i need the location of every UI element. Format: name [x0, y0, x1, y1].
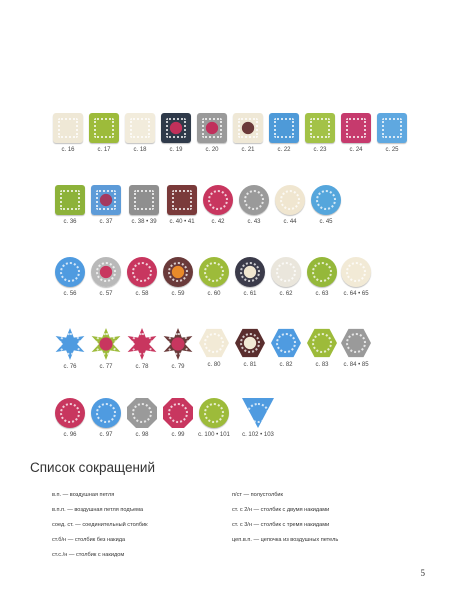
- round-motif-icon: [311, 185, 341, 215]
- lace-pattern-decoration: [95, 333, 117, 355]
- round-motif-icon: [91, 398, 121, 428]
- motif-item: [122, 113, 158, 153]
- motif-item: [160, 398, 196, 438]
- hexagon-motif-icon: [199, 328, 229, 358]
- motif-item: [194, 113, 230, 153]
- square-motif-icon: [167, 185, 197, 215]
- motif-caption: с. 18: [133, 147, 147, 153]
- round-motif-icon: [127, 257, 157, 287]
- lace-pattern-decoration: [134, 190, 154, 210]
- motif-caption: с. 21: [241, 147, 255, 153]
- square-motif-icon: [91, 185, 121, 215]
- motif-caption: с. 45: [319, 219, 333, 225]
- motif-caption: с. 42: [211, 219, 225, 225]
- motif-item: [304, 257, 340, 297]
- lace-pattern-decoration: [316, 190, 336, 210]
- motif-item: [86, 113, 122, 153]
- motif-caption: с. 63: [315, 291, 329, 297]
- lace-pattern-decoration: [96, 403, 116, 423]
- motif-caption: с. 57: [99, 291, 113, 297]
- motif-caption: с. 81: [243, 362, 257, 368]
- motif-item: [304, 328, 340, 368]
- motif-caption: с. 36: [63, 219, 77, 225]
- lace-pattern-decoration: [238, 118, 258, 138]
- motif-item: [124, 257, 160, 297]
- motif-caption: с. 60: [207, 291, 221, 297]
- motif-item: [158, 113, 194, 153]
- motif-item: [374, 113, 410, 153]
- round-motif-icon: [199, 398, 229, 428]
- lace-pattern-decoration: [312, 262, 332, 282]
- motif-item: [268, 257, 304, 297]
- motif-caption: с. 19: [169, 147, 183, 153]
- lace-pattern-decoration: [172, 190, 192, 210]
- lace-pattern-decoration: [276, 262, 296, 282]
- motif-caption: с. 24: [349, 147, 363, 153]
- lace-pattern-decoration: [276, 333, 296, 353]
- motif-caption: с. 96: [63, 432, 77, 438]
- abbreviation-item: в.п.п. — воздушная петля подъема: [52, 507, 144, 513]
- lace-pattern-decoration: [132, 403, 152, 423]
- lace-pattern-decoration: [274, 118, 294, 138]
- star-motif-icon: [126, 328, 158, 360]
- lace-pattern-decoration: [166, 118, 186, 138]
- star-motif-icon: [54, 328, 86, 360]
- motif-caption: с. 84 • 85: [343, 362, 369, 368]
- lace-pattern-decoration: [346, 333, 366, 353]
- motif-caption: с. 76: [63, 364, 77, 370]
- motif-item: [52, 328, 88, 370]
- abbreviation-item: ст. с 2/н — столбик с двумя накидами: [232, 507, 330, 513]
- motif-item: [268, 328, 304, 368]
- round-motif-icon: [55, 398, 85, 428]
- motif-caption: с. 100 • 101: [198, 432, 230, 438]
- octagon-motif-icon: [163, 398, 193, 428]
- lace-pattern-decoration: [130, 118, 150, 138]
- lace-pattern-decoration: [240, 262, 260, 282]
- motif-caption: с. 37: [99, 219, 113, 225]
- square-motif-icon: [341, 113, 371, 143]
- lace-pattern-decoration: [204, 262, 224, 282]
- motif-caption: с. 20: [205, 147, 219, 153]
- square-motif-icon: [305, 113, 335, 143]
- triangle-motif-icon: [242, 398, 274, 428]
- motif-caption: с. 25: [385, 147, 399, 153]
- motif-caption: с. 80: [207, 362, 221, 368]
- lace-pattern-decoration: [96, 262, 116, 282]
- motif-item: [196, 257, 232, 297]
- square-motif-icon: [125, 113, 155, 143]
- motif-caption: с. 77: [99, 364, 113, 370]
- motif-item: [266, 113, 302, 153]
- motif-item: [124, 328, 160, 370]
- motif-item: [52, 185, 88, 225]
- motif-item: [200, 185, 236, 225]
- motif-caption: с. 61: [243, 291, 257, 297]
- round-motif-icon: [91, 257, 121, 287]
- lace-pattern-decoration: [382, 118, 402, 138]
- motif-item: [230, 113, 266, 153]
- abbreviation-item: ст.б/н — столбик без накида: [52, 537, 126, 543]
- hexagon-motif-icon: [341, 328, 371, 358]
- lace-pattern-decoration: [60, 190, 80, 210]
- square-motif-icon: [197, 113, 227, 143]
- motif-caption: с. 22: [277, 147, 291, 153]
- motif-item: [88, 257, 124, 297]
- motif-item: [88, 398, 124, 438]
- round-motif-icon: [203, 185, 233, 215]
- motif-item: [192, 398, 236, 438]
- motif-caption: с. 23: [313, 147, 327, 153]
- motif-caption: с. 16: [61, 147, 75, 153]
- lace-pattern-decoration: [204, 403, 224, 423]
- motif-caption: с. 78: [135, 364, 149, 370]
- lace-pattern-decoration: [280, 190, 300, 210]
- motif-item: [336, 328, 376, 368]
- abbreviation-item: ст. с 3/н — столбик с тремя накидами: [232, 522, 330, 528]
- motif-item: [302, 113, 338, 153]
- lace-pattern-decoration: [60, 262, 80, 282]
- lace-pattern-decoration: [58, 118, 78, 138]
- motif-item: [236, 185, 272, 225]
- lace-pattern-decoration: [204, 333, 224, 353]
- lace-pattern-decoration: [94, 118, 114, 138]
- motif-item: [338, 113, 374, 153]
- square-motif-icon: [233, 113, 263, 143]
- motif-caption: с. 102 • 103: [242, 432, 274, 438]
- motif-item: [272, 185, 308, 225]
- lace-pattern-decoration: [167, 333, 189, 355]
- lace-pattern-decoration: [202, 118, 222, 138]
- motif-caption: с. 97: [99, 432, 113, 438]
- square-motif-icon: [89, 113, 119, 143]
- lace-pattern-decoration: [208, 190, 228, 210]
- round-motif-icon: [55, 257, 85, 287]
- star-motif-icon: [162, 328, 194, 360]
- motif-caption: с. 40 • 41: [169, 219, 195, 225]
- lace-pattern-decoration: [96, 190, 116, 210]
- square-motif-icon: [129, 185, 159, 215]
- square-motif-icon: [53, 113, 83, 143]
- round-motif-icon: [271, 257, 301, 287]
- motif-caption: с. 79: [171, 364, 185, 370]
- hexagon-motif-icon: [271, 328, 301, 358]
- hexagon-motif-icon: [307, 328, 337, 358]
- lace-pattern-decoration: [310, 118, 330, 138]
- motif-caption: с. 38 • 39: [131, 219, 157, 225]
- lace-pattern-decoration: [247, 403, 269, 423]
- round-motif-icon: [341, 257, 371, 287]
- motif-item: [160, 328, 196, 370]
- lace-pattern-decoration: [59, 333, 81, 355]
- motif-item: [50, 113, 86, 153]
- motif-item: [52, 257, 88, 297]
- motif-item: [88, 185, 124, 225]
- octagon-motif-icon: [127, 398, 157, 428]
- lace-pattern-decoration: [168, 403, 188, 423]
- star-motif-icon: [90, 328, 122, 360]
- motif-item: [336, 257, 376, 297]
- abbreviation-item: цеп.в.п. — цепочка из воздушных петель: [232, 537, 339, 543]
- motif-caption: с. 43: [247, 219, 261, 225]
- motif-caption: с. 82: [279, 362, 293, 368]
- lace-pattern-decoration: [244, 190, 264, 210]
- round-motif-icon: [307, 257, 337, 287]
- motif-caption: с. 62: [279, 291, 293, 297]
- lace-pattern-decoration: [168, 262, 188, 282]
- motif-item: [196, 328, 232, 368]
- abbreviation-item: п/ст — полустолбик: [232, 492, 283, 498]
- motif-caption: с. 83: [315, 362, 329, 368]
- abbreviation-item: в.п. — воздушная петля: [52, 492, 115, 498]
- lace-pattern-decoration: [312, 333, 332, 353]
- motif-item: [164, 185, 200, 225]
- motif-item: [160, 257, 196, 297]
- motif-item: [88, 328, 124, 370]
- page-number: 5: [420, 568, 425, 578]
- motif-item: [232, 257, 268, 297]
- lace-pattern-decoration: [240, 333, 260, 353]
- round-motif-icon: [275, 185, 305, 215]
- round-motif-icon: [235, 257, 265, 287]
- motif-caption: с. 64 • 65: [343, 291, 369, 297]
- motif-caption: с. 99: [171, 432, 185, 438]
- motif-item: [124, 398, 160, 438]
- motif-item: [308, 185, 344, 225]
- round-motif-icon: [239, 185, 269, 215]
- lace-pattern-decoration: [132, 262, 152, 282]
- lace-pattern-decoration: [346, 118, 366, 138]
- motif-caption: с. 98: [135, 432, 149, 438]
- motif-item: [124, 185, 164, 225]
- lace-pattern-decoration: [60, 403, 80, 423]
- square-motif-icon: [161, 113, 191, 143]
- square-motif-icon: [55, 185, 85, 215]
- motif-item: [52, 398, 88, 438]
- motif-caption: с. 56: [63, 291, 77, 297]
- square-motif-icon: [269, 113, 299, 143]
- round-motif-icon: [163, 257, 193, 287]
- motif-caption: с. 44: [283, 219, 297, 225]
- motif-item: [232, 328, 268, 368]
- abbreviation-item: ст.с./н — столбик с накидом: [52, 552, 125, 558]
- lace-pattern-decoration: [131, 333, 153, 355]
- motif-item: [236, 398, 280, 438]
- motif-caption: с. 17: [97, 147, 111, 153]
- abbreviation-item: соед. ст. — соединительный столбик: [52, 522, 148, 528]
- hexagon-motif-icon: [235, 328, 265, 358]
- lace-pattern-decoration: [346, 262, 366, 282]
- abbreviations-title: Список сокращений: [30, 460, 156, 475]
- square-motif-icon: [377, 113, 407, 143]
- round-motif-icon: [199, 257, 229, 287]
- motif-caption: с. 59: [171, 291, 185, 297]
- motif-caption: с. 58: [135, 291, 149, 297]
